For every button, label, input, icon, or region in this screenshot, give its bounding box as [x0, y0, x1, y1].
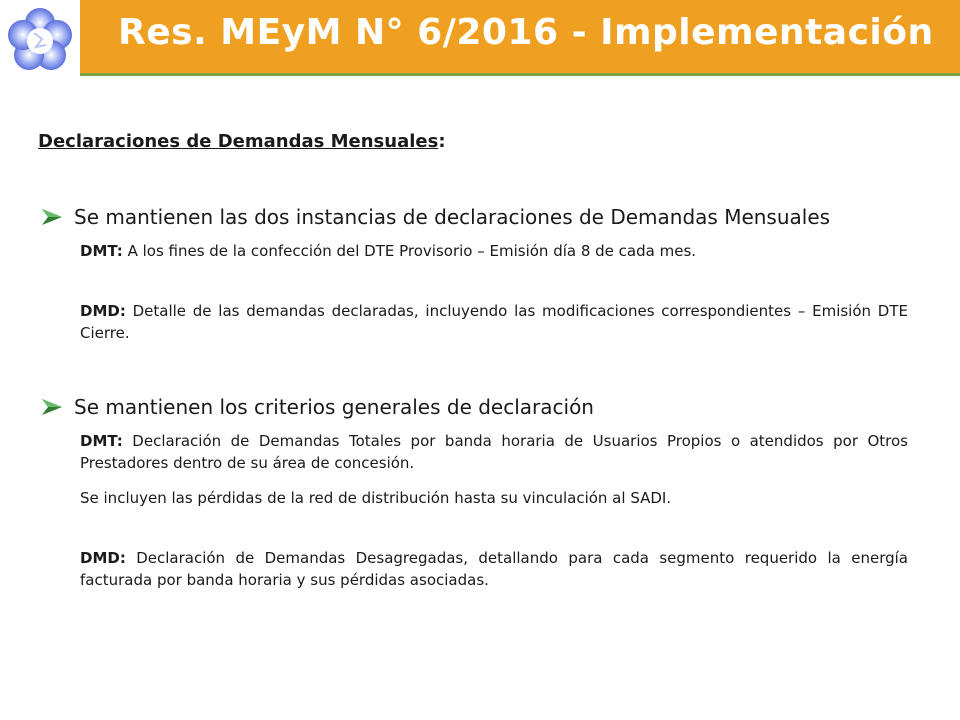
- item-label: DMT:: [80, 242, 123, 260]
- item-label: DMD:: [80, 549, 126, 567]
- item-text: Se incluyen las pérdidas de la red de distribución hasta su vinculación al SADI.: [80, 489, 672, 507]
- paragraph-item: [80, 547, 908, 591]
- section-heading-suffix: :: [438, 131, 446, 152]
- paragraph-item: [80, 240, 908, 262]
- bullet-text: Se mantienen los criterios generales de declaración: [74, 395, 594, 419]
- item-label: DMD:: [80, 302, 126, 320]
- paragraph-item: [80, 487, 908, 509]
- slide-title: Res. MEyM N° 6/2016 - Implementación: [118, 12, 934, 53]
- item-text: Detalle de las demandas declaradas, incluyendo las modificaciones correspondientes – Emisión DTE Cierre.: [80, 302, 908, 342]
- bullet-item: [40, 395, 594, 419]
- item-label: DMT:: [80, 432, 123, 450]
- bullet-text: Se mantienen las dos instancias de declaraciones de Demandas Mensuales: [74, 205, 831, 229]
- title-bar: [80, 0, 960, 76]
- bullet-item: [40, 205, 830, 229]
- flower-logo-icon: [4, 4, 76, 76]
- section-heading: [38, 131, 446, 152]
- item-text: A los fines de la confección del DTE Provisorio – Emisión día 8 de cada mes.: [122, 242, 697, 260]
- paragraph-item: [80, 300, 908, 344]
- arrow-bullet-icon: [40, 207, 64, 227]
- arrow-bullet-icon: [40, 397, 64, 417]
- section-heading-text: Declaraciones de Demandas Mensuales: [38, 131, 439, 152]
- paragraph-item: [80, 430, 908, 474]
- item-text: Declaración de Demandas Totales por banda horaria de Usuarios Propios o atendidos por Otros Prestadores dentro de su área de concesión.: [80, 432, 908, 472]
- item-text: Declaración de Demandas Desagregadas, detallando para cada segmento requerido la energía facturada por banda horaria y sus pérdidas asociadas.: [80, 549, 908, 589]
